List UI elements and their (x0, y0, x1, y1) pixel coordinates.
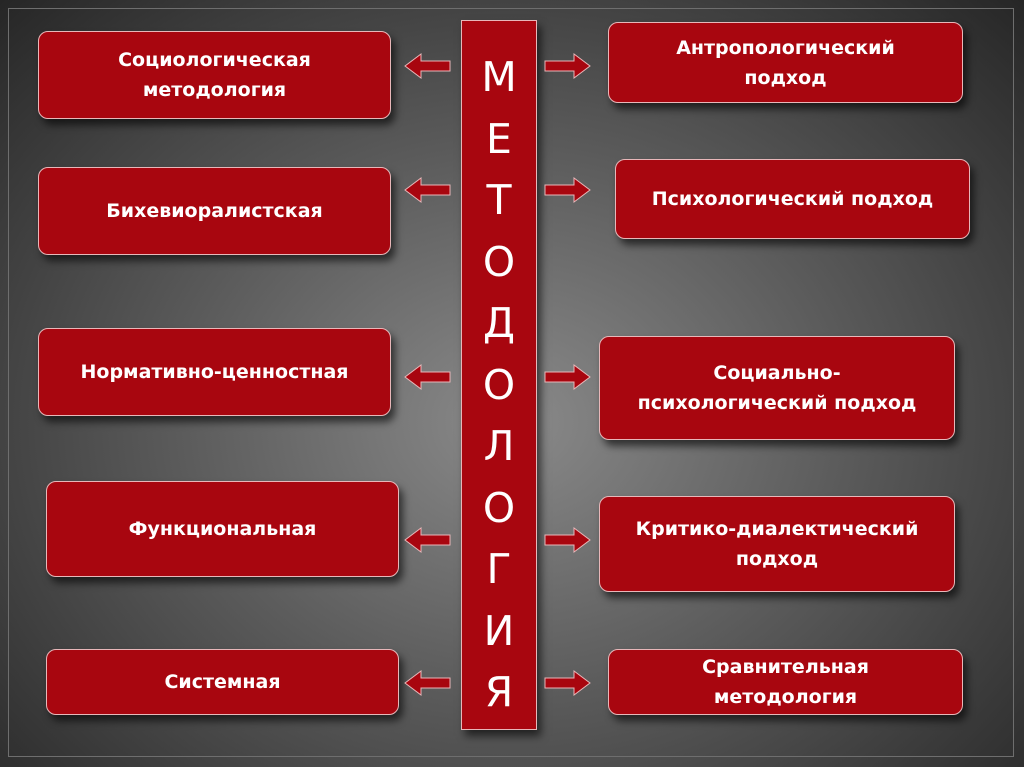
center-title-letter: Г (486, 545, 512, 593)
right-arrow-1 (545, 54, 590, 78)
left-item-behavioral: Бихевиоралистская (38, 167, 391, 255)
center-title-letter: О (482, 360, 516, 409)
left-item-sociological: Социологическая методология (38, 31, 391, 119)
left-arrow-2 (405, 178, 450, 202)
right-arrow-5 (545, 671, 590, 695)
center-title-letter: Л (483, 422, 515, 470)
left-arrow-1 (405, 54, 450, 78)
right-arrow-2 (545, 178, 590, 202)
center-title-letter: Я (484, 668, 514, 716)
center-title-letter: О (482, 237, 516, 286)
left-item-systemic: Системная (46, 649, 399, 715)
left-arrow-3 (405, 365, 450, 389)
center-title-letter: Е (486, 114, 512, 163)
left-item-functional: Функциональная (46, 481, 399, 577)
center-title-letter: Д (482, 299, 516, 347)
right-item-comparative: Сравнительная методология (608, 649, 963, 715)
right-item-psychological: Психологический подход (615, 159, 970, 239)
right-item-critical-dialectical: Критико-диалектический подход (599, 496, 955, 592)
center-title-letter: И (483, 606, 515, 655)
left-item-normative: Нормативно-ценностная (38, 328, 391, 416)
center-title-letter: М (481, 53, 517, 101)
left-arrow-4 (405, 528, 450, 552)
right-item-anthropological: Антропологический подход (608, 22, 963, 103)
center-title-letter: Т (486, 176, 512, 224)
center-title-letter: О (482, 483, 516, 532)
right-arrow-4 (545, 528, 590, 552)
left-arrow-5 (405, 671, 450, 695)
right-arrow-3 (545, 365, 590, 389)
right-item-social-psychological: Социально- психологический подход (599, 336, 955, 440)
